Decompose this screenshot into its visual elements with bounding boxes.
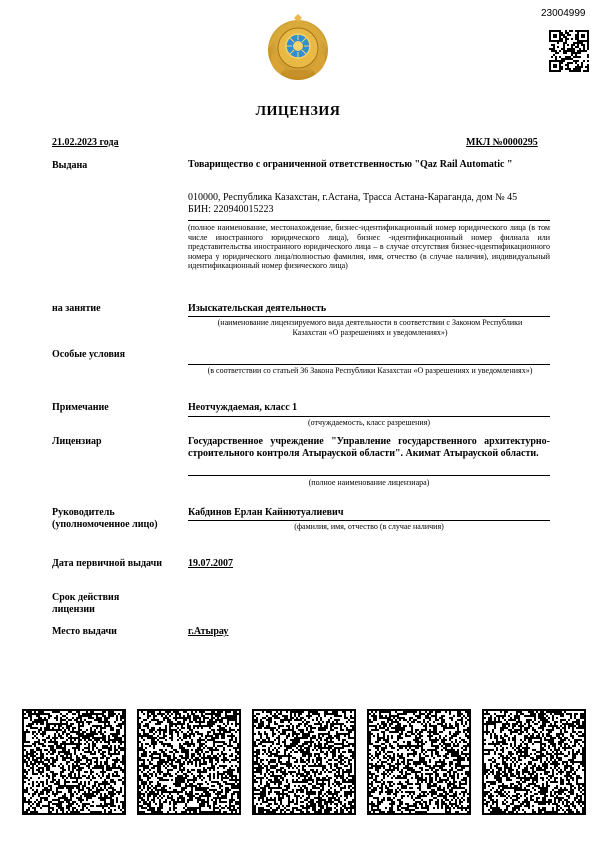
divider — [188, 475, 550, 476]
activity-value: Изыскательская деятельность — [188, 303, 327, 314]
activity-label: на занятие — [52, 303, 101, 314]
state-emblem — [266, 14, 330, 82]
first-issue-label: Дата первичной выдачи — [52, 558, 163, 569]
barcode-3 — [252, 709, 356, 815]
licensor-value: Государственное учреждение "Управление государственного архитектурно-строительного контроля Атырауской области". Акимат Атырауской области. — [188, 436, 550, 459]
license-date: 21.02.2023 года — [52, 137, 119, 148]
document-number: 23004999 — [541, 8, 586, 19]
first-issue-value: 19.07.2007 — [188, 558, 233, 569]
divider — [188, 520, 550, 521]
divider — [188, 364, 550, 365]
license-number: МКЛ №0000295 — [466, 137, 538, 148]
special-label: Особые условия — [52, 349, 126, 360]
barcode-5 — [482, 709, 586, 815]
remark-label: Примечание — [52, 402, 109, 413]
place-label: Место выдачи — [52, 626, 117, 637]
issued-address: 010000, Республика Казахстан, г.Астана, Трасса Астана-Караганда, дом № 45 — [188, 192, 518, 203]
issued-note: (полное наименование, местонахождение, бизнес-идентификационный номер юридического лица (в том числе иностранного юридического лица), бизнес -идентификационный номер филиала или представительства иностранного юридического лица – в случае отсутствия бизнес-идентификационного номера у юридического лица/полностью фамилия, имя, отчество (в случае наличия), индивидуальный идентификационный номер физического лица) — [188, 223, 550, 270]
head-value: Кабдинов Ерлан Кайнютуалиевич — [188, 507, 344, 518]
head-note: (фамилия, имя, отчество (в случае наличия) — [294, 522, 444, 531]
divider — [188, 316, 550, 317]
issued-name: Товарищество с ограниченной ответственностью "Qaz Rail Automatic " — [188, 159, 513, 170]
head-label — [52, 507, 158, 531]
activity-note: (наименование лицензируемого вида деятельности в соответствии с Законом Республики Казахстан «О разрешениях и уведомлениях») — [217, 318, 523, 337]
validity-label-line1: Срок действия — [52, 592, 120, 603]
licensor-label: Лицензиар — [52, 436, 102, 447]
issued-label: Выдана — [52, 160, 88, 171]
divider — [188, 416, 550, 417]
barcode-1 — [22, 709, 126, 815]
qr-code-icon — [549, 30, 589, 72]
licensor-note: (полное наименование лицензиара) — [308, 478, 430, 487]
head-label-line1: Руководитель — [52, 507, 115, 518]
place-value: г.Атырау — [188, 626, 229, 637]
head-label-line2: (уполномоченное лицо) — [52, 519, 158, 530]
barcode-4 — [367, 709, 471, 815]
validity-label — [52, 592, 119, 616]
remark-note: (отчуждаемость, класс разрешения) — [307, 418, 431, 427]
barcode-2 — [137, 709, 241, 815]
remark-value: Неотчуждаемая, класс 1 — [188, 402, 298, 413]
divider — [188, 220, 550, 221]
issued-bin: БИН: 220940015223 — [188, 204, 274, 215]
page-title: ЛИЦЕНЗИЯ — [255, 104, 341, 119]
validity-label-line2: лицензии — [52, 604, 95, 615]
special-note: (в соответствии со статьей 36 Закона Республики Казахстан «О разрешениях и уведомлениях») — [207, 366, 533, 375]
